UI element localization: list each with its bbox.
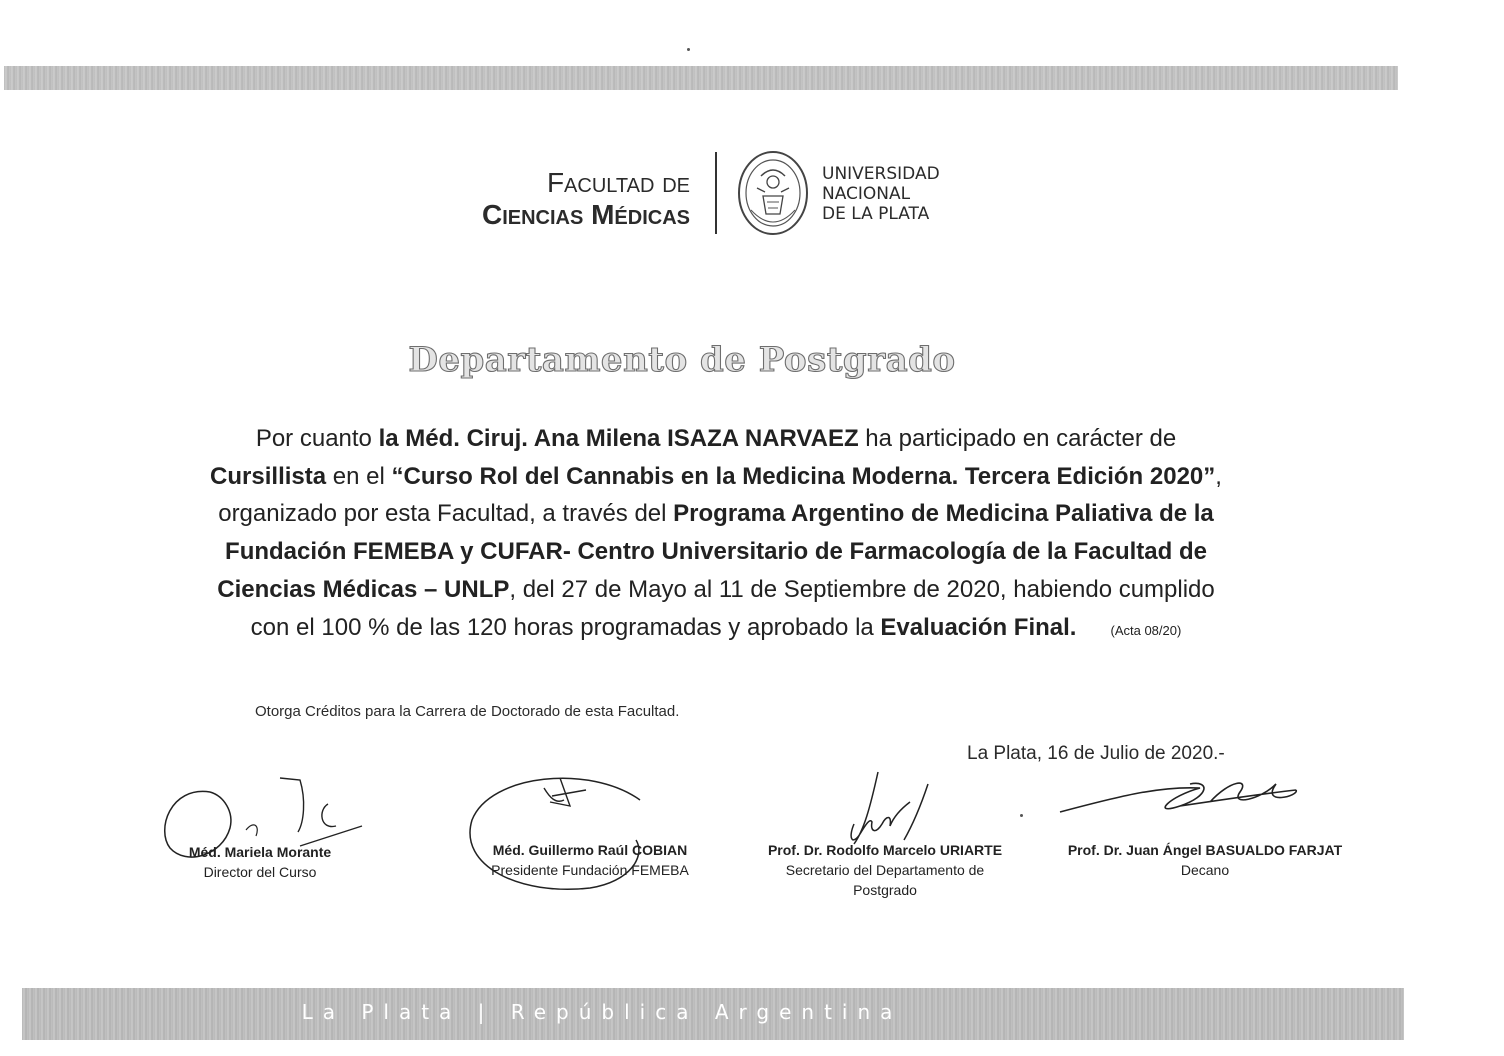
body-text-1: Por cuanto xyxy=(255,425,379,452)
department-title: Departamento de Postgrado xyxy=(408,340,956,380)
signatory-3-role-line-1: Secretario del Departamento de xyxy=(785,862,985,878)
signature-4-ink xyxy=(1060,766,1310,836)
university-name xyxy=(822,164,940,224)
recipient-name: la Méd. Ciruj. Ana Milena ISAZA NARVAEZ xyxy=(378,425,859,452)
body-text-5: , del 27 de Mayo al 11 de Septiembre de 2020, habiendo cumplido con el 100 % de las 120 horas programadas y aprobado la xyxy=(250,575,1215,641)
faculty-line-1: Facultad de xyxy=(546,167,690,198)
acta-reference: (Acta 08/20) xyxy=(1110,622,1182,638)
signatory-4-role: Decano xyxy=(1180,862,1230,878)
date-line: La Plata, 16 de Julio de 2020.- xyxy=(967,743,1225,764)
top-band xyxy=(4,66,1398,90)
signatory-3-name: Prof. Dr. Rodolfo Marcelo URIARTE xyxy=(767,842,1003,858)
program-name: Programa Argentino de Medicina Paliativa de la Fundación FEMEBA y CUFAR- Centro Universitario de Farmacología de la Facultad de Ciencias Médicas – UNLP xyxy=(217,500,1214,603)
faculty-line-2: Ciencias Médicas xyxy=(481,199,690,230)
certificate-body xyxy=(196,420,1236,649)
signatory-3 xyxy=(760,840,1010,900)
header-divider xyxy=(715,152,717,234)
signatory-4-name: Prof. Dr. Juan Ángel BASUALDO FARJAT xyxy=(1067,842,1343,858)
body-text-4: , organizado por esta Facultad, a través del xyxy=(218,462,1222,528)
credits-note: Otorga Créditos para la Carrera de Doctorado de esta Facultad. xyxy=(255,703,680,720)
signatory-3-role-line-2: Postgrado xyxy=(853,882,917,898)
signatory-1-role: Director del Curso xyxy=(203,864,317,880)
footer-band xyxy=(22,988,1404,1040)
university-line-2: NACIONAL xyxy=(822,184,911,204)
final-evaluation: Evaluación Final. xyxy=(880,613,1077,641)
signatory-1-name: Méd. Mariela Morante xyxy=(188,844,332,860)
signatory-2 xyxy=(470,840,710,880)
footer-text: La Plata | República Argentina xyxy=(301,1000,903,1024)
body-text-2: ha participado en carácter de xyxy=(858,425,1177,452)
participant-role: Cursillista xyxy=(210,462,327,490)
signatory-1 xyxy=(140,842,380,882)
signatory-2-role: Presidente Fundación FEMEBA xyxy=(491,862,689,878)
body-text-3: en el xyxy=(326,462,392,490)
university-line-3: DE LA PLATA xyxy=(822,204,930,224)
signatory-4 xyxy=(1060,840,1350,880)
university-line-1: UNIVERSIDAD xyxy=(822,164,940,184)
faculty-name xyxy=(482,168,690,232)
course-name: “Curso Rol del Cannabis en la Medicina Moderna. Tercera Edición 2020” xyxy=(391,462,1216,490)
university-seal-icon xyxy=(737,150,809,236)
signatory-2-name: Méd. Guillermo Raúl COBIAN xyxy=(492,842,688,858)
